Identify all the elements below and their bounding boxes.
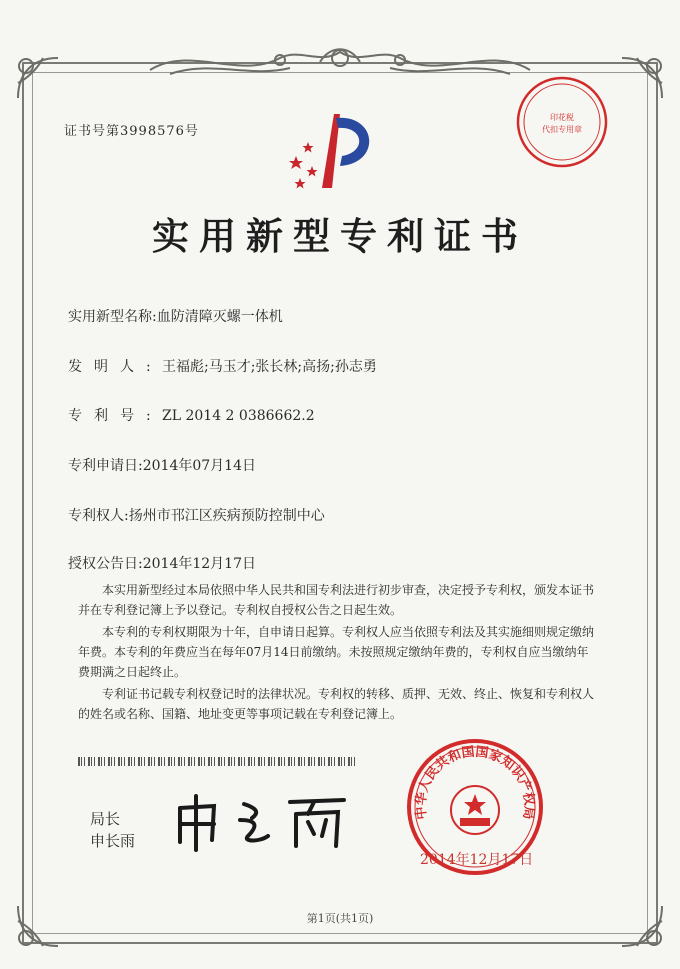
handwritten-signature	[168, 790, 358, 854]
field-label: 发明人:	[68, 359, 163, 375]
corner-ornament-br	[612, 896, 672, 956]
corner-ornament-bl	[8, 896, 68, 956]
corner-ornament-tr	[612, 48, 672, 108]
svg-text:印花税: 印花税	[550, 113, 574, 122]
certificate-body	[78, 580, 598, 726]
seal-text: 中华人民共和国国家知识产权局	[413, 744, 537, 821]
field-inventors	[68, 356, 377, 376]
director-name: 申长雨	[90, 832, 136, 850]
page-number: 第1页(共1页)	[306, 912, 374, 925]
field-label: 专利申请日:	[68, 458, 143, 474]
director-title: 局长	[90, 810, 121, 828]
seal-date: 2014年12月17日	[420, 852, 534, 868]
field-patentee	[68, 505, 325, 525]
field-label: 实用新型名称:	[68, 309, 157, 325]
body-paragraph: 本专利的专利权期限为十年，自申请日起算。专利权人应当依照专利法及其实施细则规定缴纳年费。本专利的年费应当在每年07月14日前缴纳。未按照规定缴纳年费的，专利权自应当缴纳年费期满之日起终止。	[78, 625, 595, 679]
cnipa-logo-icon	[282, 108, 382, 198]
field-value: 血防清障灭螺一体机	[156, 309, 283, 325]
field-value: 2014年12月17日	[142, 556, 256, 572]
field-grant-date	[68, 553, 256, 573]
barcode	[78, 757, 358, 766]
field-utility-name	[68, 306, 283, 326]
body-paragraph: 专利证书记载专利权登记时的法律状况。专利权的转移、质押、无效、终止、恢复和专利权人的姓名或名称、国籍、地址变更等事项记载在专利登记簿上。	[78, 687, 595, 721]
field-value: ZL 2014 2 0386662.2	[162, 408, 315, 424]
field-label: 专利权人:	[68, 508, 129, 524]
page-title: 实用新型专利证书	[152, 214, 528, 258]
field-value: 2014年07月14日	[142, 458, 256, 474]
corner-ornament-tl	[8, 48, 68, 108]
svg-text:代扣专用章: 代扣专用章	[542, 125, 582, 134]
field-value: 王福彪;马玉才;张长林;高扬;孙志勇	[162, 359, 377, 375]
field-label: 授权公告日:	[68, 556, 143, 572]
certificate-number: 证书号第3998576号	[64, 124, 199, 139]
agency-stamp	[512, 72, 612, 172]
field-label: 专利号:	[68, 408, 163, 424]
field-value: 扬州市邗江区疾病预防控制中心	[128, 508, 325, 524]
top-ornament	[130, 40, 550, 84]
body-paragraph: 本实用新型经过本局依照中华人民共和国专利法进行初步审查，决定授予专利权，颁发本证书并在专利登记簿上予以登记。专利权自授权公告之日起生效。	[78, 583, 595, 617]
field-patent-number	[68, 405, 315, 425]
field-application-date	[68, 455, 256, 475]
